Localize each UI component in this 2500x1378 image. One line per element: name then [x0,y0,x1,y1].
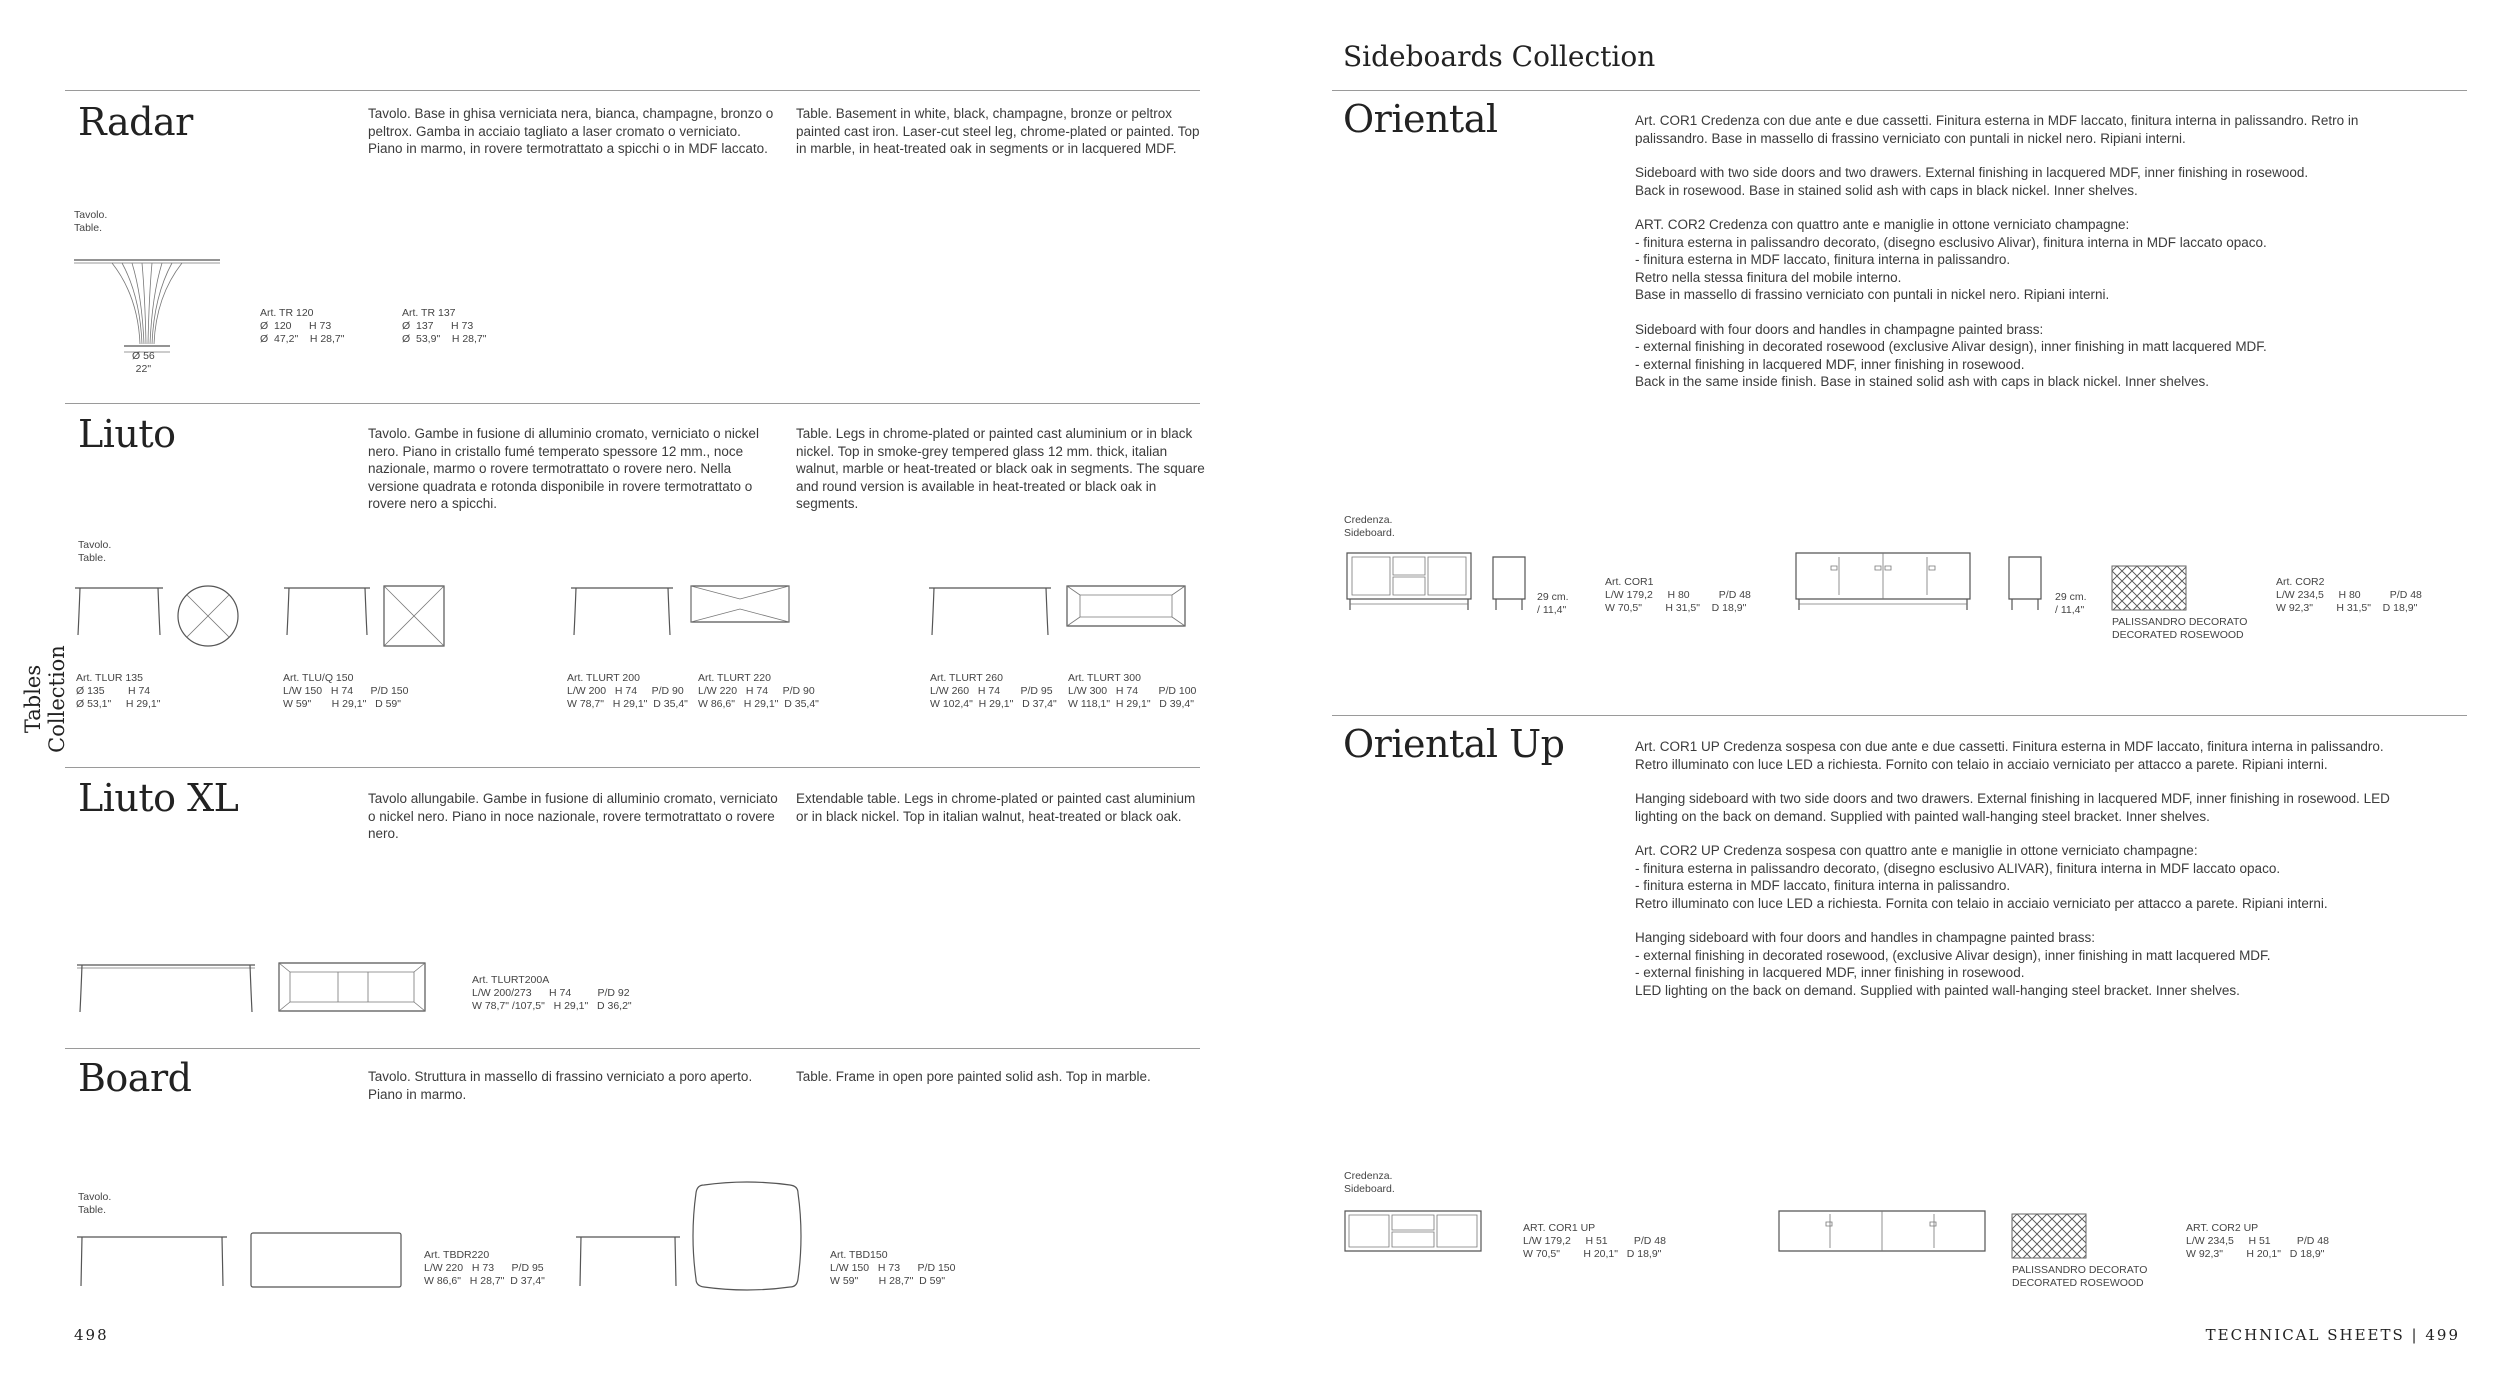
oriental-swatch-label: PALISSANDRO DECORATO DECORATED ROSEWOOD [2112,616,2248,641]
oriental-type-label: Credenza. Sideboard. [1344,514,1395,539]
board-desc-it: Tavolo. Struttura in massello di frassino verniciato a poro aperto. Piano in marmo. [368,1069,753,1102]
section-divider [1332,715,2467,716]
liuto-spec-tlurt220: Art. TLURT 220 L/W 220 H 74 P/D 90 W 86,6" H 29,1" D 35,4" [698,672,819,710]
board-tbdr220-elevation [76,1234,228,1288]
oriental-title: Oriental [1343,97,1498,141]
board-spec-tbd150: Art. TBD150 L/W 150 H 73 P/D 150 W 59" H 28,7" D 59" [830,1249,956,1287]
liuto-tlur135-plan [176,584,240,648]
liuto-desc-it: Tavolo. Gambe in fusione di alluminio cromato, verniciato o nickel nero. Piano in cristallo fumé temperato spessore 12 mm., noce nazionale, marmo o rovere termotrattato o rovere nero. Nella versione quadrata e rotonda disponibile in rovere termotrattato o rovere nero a spicchi. [368,426,759,511]
liuto-spec-tlurt200: Art. TLURT 200 L/W 200 H 74 P/D 90 W 78,7" H 29,1" D 35,4" [567,672,688,710]
radar-spec-tr120: Art. TR 120 Ø 120 H 73 Ø 47,2" H 28,7" [260,307,345,345]
board-tbdr220-plan [250,1232,402,1288]
board-tbd150-elevation [575,1234,681,1288]
liuto-xl-title: Liuto XL [78,776,239,820]
liuto-tluq150-plan [383,585,445,647]
liuto-spec-tlur135: Art. TLUR 135 Ø 135 H 74 Ø 53,1" H 29,1" [76,672,161,710]
liuto-spec-tlurt260: Art. TLURT 260 L/W 260 H 74 P/D 95 W 102,4" H 29,1" D 37,4" [930,672,1057,710]
oriental-rosewood-swatch [2112,566,2186,610]
board-desc-en: Table. Frame in open pore painted solid ash. Top in marble. [796,1069,1151,1084]
oriental-up-cor2-front [1778,1210,1986,1254]
liuto-title: Liuto [78,412,176,456]
liuto-xl-desc-it: Tavolo allungabile. Gambe in fusione di alluminio cromato, verniciato o nickel nero. Piano in noce nazionale, rovere termotrattato o rovere nero. [368,791,778,841]
radar-base-dimension: Ø 56 22" [132,350,155,375]
oriental-cor1-side [1492,556,1528,612]
liuto-xl-elevation [76,962,256,1014]
side-label: Tables Collection [21,645,69,753]
oriental-spec-cor2: Art. COR2 L/W 234,5 H 80 P/D 48 W 92,3" H 31,5" D 18,9" [2276,576,2422,614]
board-tbd150-plan [694,1183,800,1289]
liuto-spec-tluq150: Art. TLU/Q 150 L/W 150 H 74 P/D 150 W 59" H 29,1" D 59" [283,672,409,710]
liuto-tlur135-elevation [74,585,164,637]
radar-table-drawing [72,256,222,356]
radar-desc-en: Table. Basement in white, black, champagne, bronze or peltrox painted cast iron. Laser-cut steel leg, chrome-plated or painted. Top in marble, in heat-treated oak in segments or in lacquered MDF. [796,106,1200,156]
oriental-up-swatch-label: PALISSANDRO DECORATO DECORATED ROSEWOOD [2012,1264,2148,1289]
liuto-tlurt260-elevation [928,585,1052,637]
oriental-up-cor1-front [1344,1210,1484,1254]
section-divider [65,403,1200,404]
liuto-xl-spec-tlurt200a: Art. TLURT200A L/W 200/273 H 74 P/D 92 W 78,7" /107,5" H 29,1" D 36,2" [472,974,632,1012]
board-type-label: Tavolo. Table. [78,1191,112,1216]
liuto-tluq150-elevation [283,585,371,637]
board-title: Board [78,1056,192,1100]
oriental-up-description: Art. COR1 UP Credenza sospesa con due ante e due cassetti. Finitura esterna in MDF laccato, finitura interna in palissandro. Retro illuminato con luce LED a richiesta. Fornito con telaio in acciaio verniciato per attacco a parete. Ripiani interni. Hanging sideboard with two side doors and two drawers. External finishing in lacquered MDF, inner finishing in rosewood. LED lighting on the back on demand. Supplied with painted wall-hanging steel bracket. Inner shelves. Art. COR2 UP Credenza sospesa con quattro ante e maniglie in ottone verniciato champagne: - finitura esterna in palissandro decorato, (disegno esclusivo ALIVAR), finitura interna in MDF laccato opaco. - finitura esterna in MDF laccato, finitura interna in palissandro. Retro illuminato con luce LED a richiesta. Fornita con telaio in acciaio verniciato per attacco a parete. Ripiani interni. Hanging sideboard with four doors and handles in champagne painted brass: - external finishing in decorated rosewood, (exclusive Alivar design), inner finishing in matt lacquered MDF. - external finishing in lacquered MDF, inner finishing in rosewood. LED lighting on the back on demand. Supplied with painted wall-hanging steel bracket. Inner shelves. [1635,739,2390,998]
liuto-type-label: Tavolo. Table. [78,539,112,564]
oriental-up-spec-cor1: ART. COR1 UP L/W 179,2 H 51 P/D 48 W 70,5" H 20,1" D 18,9" [1523,1222,1666,1260]
collection-heading: Sideboards Collection [1343,40,1656,73]
oriental-spec-cor1: Art. COR1 L/W 179,2 H 80 P/D 48 W 70,5" H 31,5" D 18,9" [1605,576,1751,614]
left-page-number: 498 [74,1326,109,1344]
section-divider [65,1048,1200,1049]
liuto-tlurt200-elevation [570,585,674,637]
section-divider [1332,90,2467,91]
radar-spec-tr137: Art. TR 137 Ø 137 H 73 Ø 53,9" H 28,7" [402,307,487,345]
liuto-spec-tlurt300: Art. TLURT 300 L/W 300 H 74 P/D 100 W 118,1" H 29,1" D 39,4" [1068,672,1197,710]
oriental-cor2-depth: 29 cm. / 11,4" [2055,591,2087,616]
liuto-tlurt300-plan [1066,585,1188,629]
liuto-desc-en: Table. Legs in chrome-plated or painted cast aluminium or in black nickel. Top in smoke-grey tempered glass 12 mm. thick, italian walnut, marble or heat-treated or black oak in segments. The square and round version is available in heat-treated or black oak in segments. [796,426,1205,511]
oriental-up-rosewood-swatch [2012,1214,2086,1258]
oriental-up-type-label: Credenza. Sideboard. [1344,1170,1395,1195]
section-divider [65,90,1200,91]
oriental-cor1-depth: 29 cm. / 11,4" [1537,591,1569,616]
liuto-tlurt220-plan [690,585,790,625]
right-page-footer: TECHNICAL SHEETS | 499 [2205,1326,2460,1344]
oriental-cor2-front [1795,552,1971,612]
oriental-cor2-side [2008,556,2044,612]
oriental-cor1-front [1346,552,1472,612]
liuto-xl-desc-en: Extendable table. Legs in chrome-plated or painted cast aluminium or in black nickel. Top in italian walnut, heat-treated or black oak. [796,791,1196,824]
liuto-xl-plan [278,962,428,1014]
board-spec-tbdr220: Art. TBDR220 L/W 220 H 73 P/D 95 W 86,6" H 28,7" D 37,4" [424,1249,545,1287]
radar-title: Radar [78,100,193,144]
section-divider [65,767,1200,768]
radar-desc-it: Tavolo. Base in ghisa verniciata nera, bianca, champagne, bronzo o peltrox. Gamba in acciaio tagliato a laser cromato o verniciato. Piano in marmo, in rovere termotrattato a spicchi o in MDF laccato. [368,106,774,156]
oriental-up-spec-cor2: ART. COR2 UP L/W 234,5 H 51 P/D 48 W 92,3" H 20,1" D 18,9" [2186,1222,2329,1260]
radar-type-label: Tavolo. Table. [74,209,108,234]
oriental-up-title: Oriental Up [1343,722,1565,766]
oriental-description: Art. COR1 Credenza con due ante e due cassetti. Finitura esterna in MDF laccato, finitura interna in palissandro. Retro in palissandro. Base in massello di frassino verniciato con puntali in nickel nero. Ripiani interni. Sideboard with two side doors and two drawers. External finishing in lacquered MDF, inner finishing in rosewood. Back in rosewood. Base in stained solid ash with caps in black nickel. Inner shelves. ART. COR2 Credenza con quattro ante e maniglie in ottone verniciato champagne: - finitura esterna in palissandro decorato, (disegno esclusivo Alivar), finitura interna in MDF laccato opaco. - finitura esterna in MDF laccato, finitura interna in palissandro. Retro nella stessa finitura del mobile interno. Base in massello di frassino verniciato con puntali in nickel nero. Ripiani interni. Sideboard with four doors and handles in champagne painted brass: - external finishing in decorated rosewood (exclusive Alivar design), inner finishing in matt lacquered MDF. - external finishing in lacquered MDF, inner finishing in rosewood. Back in the same inside finish. Base in stained solid ash with caps in black nickel. Inner shelves. [1635,113,2359,389]
